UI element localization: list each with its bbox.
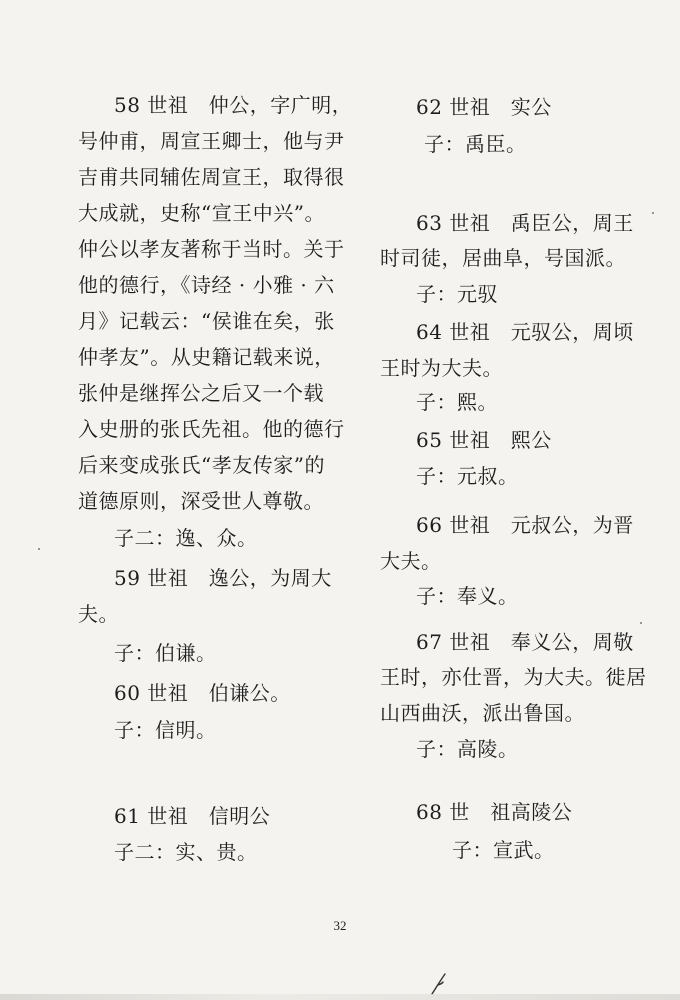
text-line: 62 世祖 实公 — [416, 95, 552, 119]
text-line: 子：伯谦。 — [114, 641, 217, 665]
page-number: 32 — [333, 918, 347, 933]
text-line: 山西曲沃，派出鲁国。 — [380, 701, 585, 725]
text-line: 子：熙。 — [416, 390, 498, 414]
text-line: 时司徒，居曲阜，号国派。 — [380, 246, 626, 270]
pen-mark-icon — [428, 972, 450, 996]
text-line: 68 世 祖高陵公 — [416, 800, 573, 824]
text-line: 入史册的张氏先祖。他的德行 — [78, 417, 345, 441]
text-line: 王时，亦仕晋，为大夫。徙居 — [380, 665, 647, 689]
text-line: 66 世祖 元叔公，为晋 — [416, 513, 634, 537]
text-line: 仲孝友”。从史籍记载来说， — [78, 345, 335, 369]
text-line: 子：宣武。 — [452, 838, 555, 862]
text-line: 子二：逸、众。 — [114, 526, 258, 550]
text-line: 子：禹臣。 — [424, 132, 527, 156]
text-line: 子：元驭 — [416, 282, 498, 306]
text-line: 60 世祖 伯谦公。 — [114, 681, 291, 705]
text-line: 子：高陵。 — [416, 737, 519, 761]
text-line: 59 世祖 逸公，为周大 — [114, 566, 332, 590]
text-line: 张仲是继挥公之后又一个载 — [78, 381, 324, 405]
text-line: 王时为大夫。 — [380, 356, 503, 380]
text-line: 子：元叔。 — [416, 464, 519, 488]
text-line: 67 世祖 奉义公，周敬 — [416, 630, 634, 654]
text-line: 大夫。 — [380, 549, 442, 573]
text-line: 大成就，史称“宣王中兴”。 — [78, 201, 325, 225]
text-line: 吉甫共同辅佐周宣王，取得很 — [78, 165, 345, 189]
text-line: 仲公以孝友著称于当时。关于 — [78, 237, 345, 261]
text-line: 子二：实、贵。 — [114, 840, 258, 864]
text-line: 号仲甫，周宣王卿士，他与尹 — [78, 129, 345, 153]
text-line: 道德原则，深受世人尊敬。 — [78, 489, 324, 513]
text-line: 子：信明。 — [114, 718, 217, 742]
text-line: 64 世祖 元驭公，周顷 — [416, 320, 634, 344]
text-line: 月》记载云：“侯谁在矣，张 — [78, 309, 335, 333]
text-line: 子：奉义。 — [416, 584, 519, 608]
text-line: 63 世祖 禹臣公，周王 — [416, 211, 634, 235]
text-line: 61 世祖 信明公 — [114, 804, 271, 828]
text-line: 65 世祖 熙公 — [416, 428, 552, 452]
scan-speck — [640, 622, 642, 624]
scan-speck — [652, 212, 654, 214]
scan-edge — [0, 994, 680, 1000]
text-line: 夫。 — [78, 602, 119, 626]
text-line: 58 世祖 仲公，字广明， — [114, 93, 353, 117]
text-line: 后来变成张氏“孝友传家”的 — [78, 453, 325, 477]
text-line: 他的德行，《诗经 · 小雅 · 六 — [78, 273, 335, 297]
scan-speck — [38, 548, 40, 550]
